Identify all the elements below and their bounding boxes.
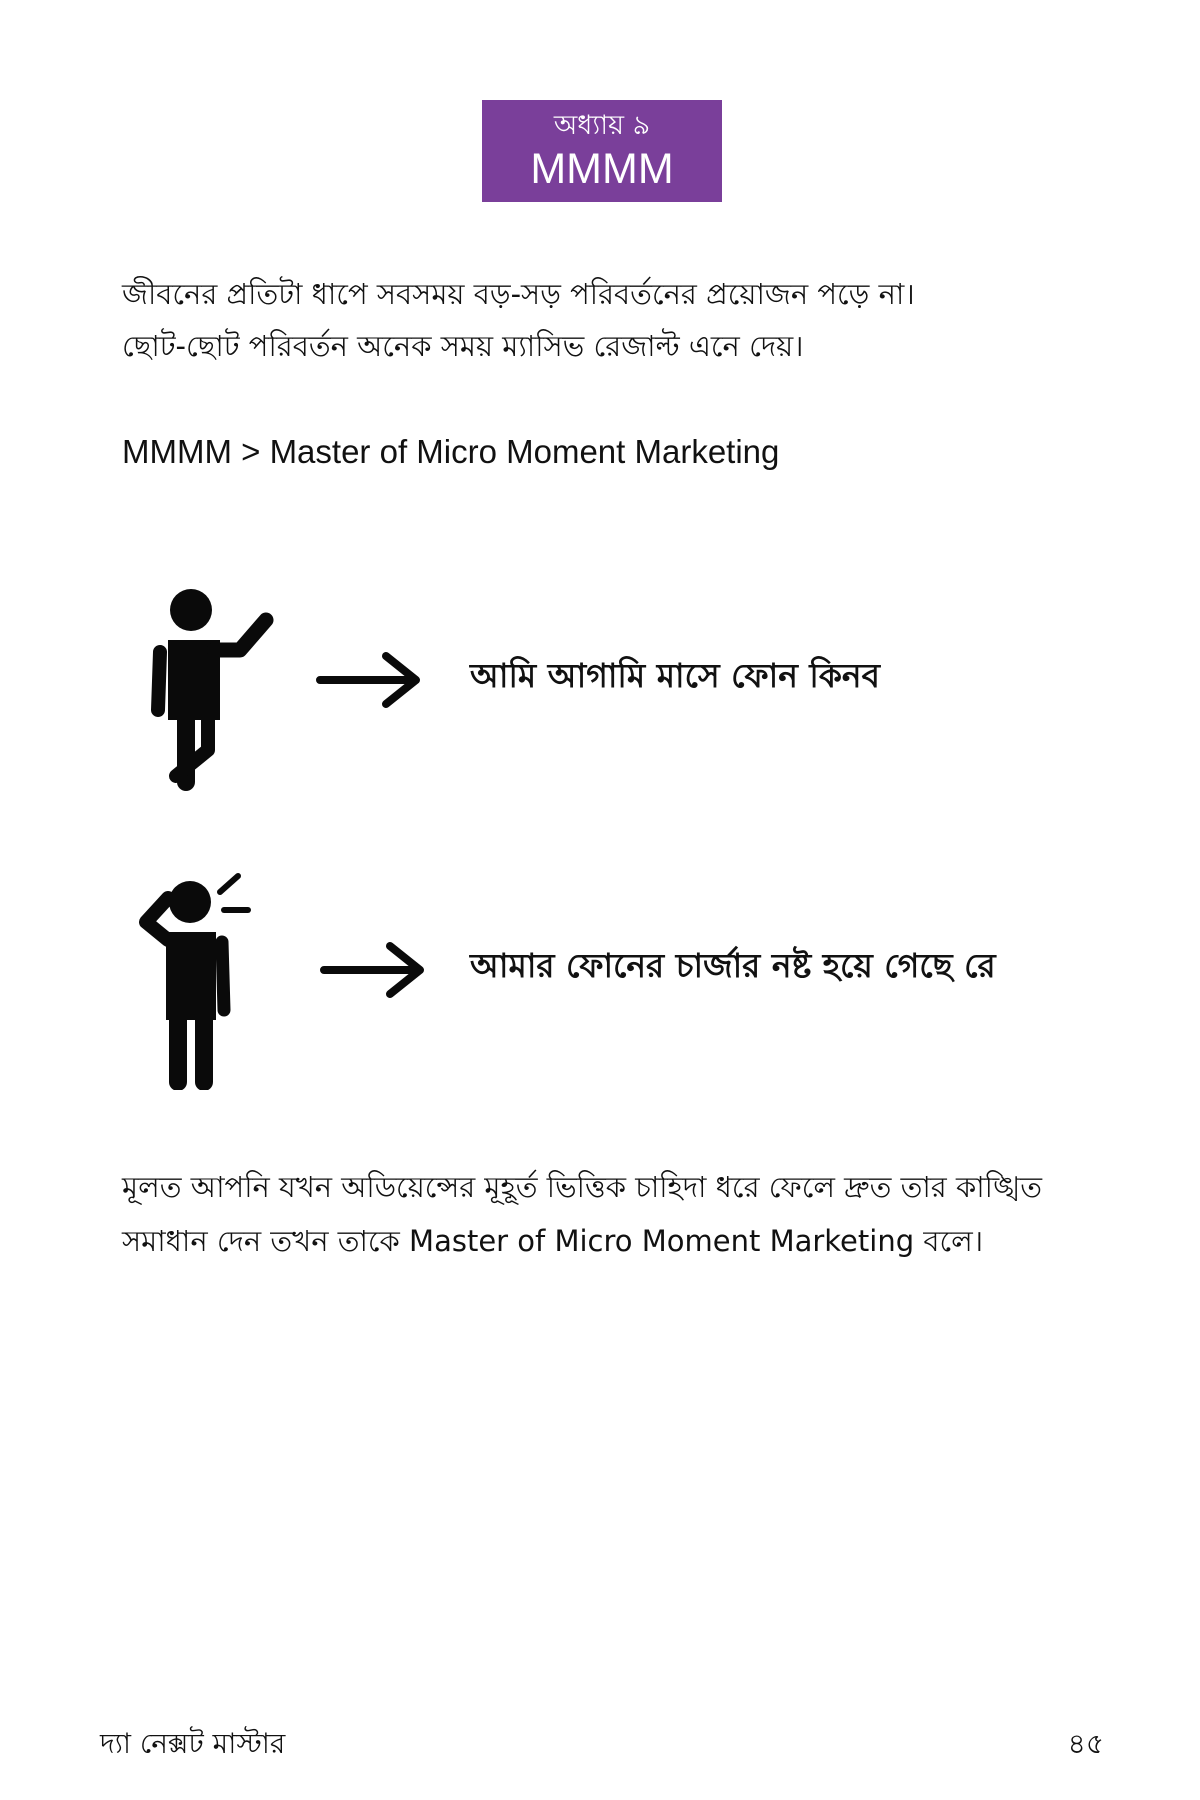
- person-pointing-icon: [128, 580, 288, 800]
- intro-line-1: জীবনের প্রতিটা ধাপে সবসময় বড়-সড় পরিবর্তনের প্রয়োজন পড়ে না।: [122, 277, 915, 311]
- intro-line-2: ছোট-ছোট পরিবর্তন অনেক সময় ম্যাসিভ রেজাল্ট এনে দেয়।: [122, 329, 804, 363]
- person-frustrated-icon: [128, 870, 288, 1090]
- arrow-right-icon: [316, 650, 426, 710]
- example-row-2: [0, 870, 1200, 1090]
- intro-paragraph: [122, 268, 1102, 372]
- chapter-heading-box: [482, 100, 722, 202]
- example-row-1: [0, 580, 1200, 800]
- chapter-title: MMMM: [530, 145, 674, 193]
- arrow-right-icon: [316, 940, 426, 1000]
- example-text-1: আমি আগামি মাসে ফোন কিনব: [470, 656, 880, 695]
- acronym-definition: MMMM > Master of Micro Moment Marketing: [122, 433, 780, 470]
- conclusion-line-1: মূলত আপনি যখন অডিয়েন্সের মূহূর্ত ভিত্তিক চাহিদা ধরে ফেলে দ্রুত তার কাঙ্খিত: [122, 1170, 1043, 1204]
- conclusion-line-2: সমাধান দেন তখন তাকে Master of Micro Moment Marketing বলে।: [122, 1224, 984, 1258]
- example-text-2: আমার ফোনের চার্জার নষ্ট হয়ে গেছে রে: [470, 946, 996, 985]
- page-number: ৪৫: [1067, 1727, 1104, 1760]
- chapter-label: অধ্যায় ৯: [553, 110, 651, 141]
- conclusion-paragraph: [122, 1160, 1102, 1268]
- footer-book-title: দ্যা নেক্সট মাস্টার: [100, 1727, 286, 1760]
